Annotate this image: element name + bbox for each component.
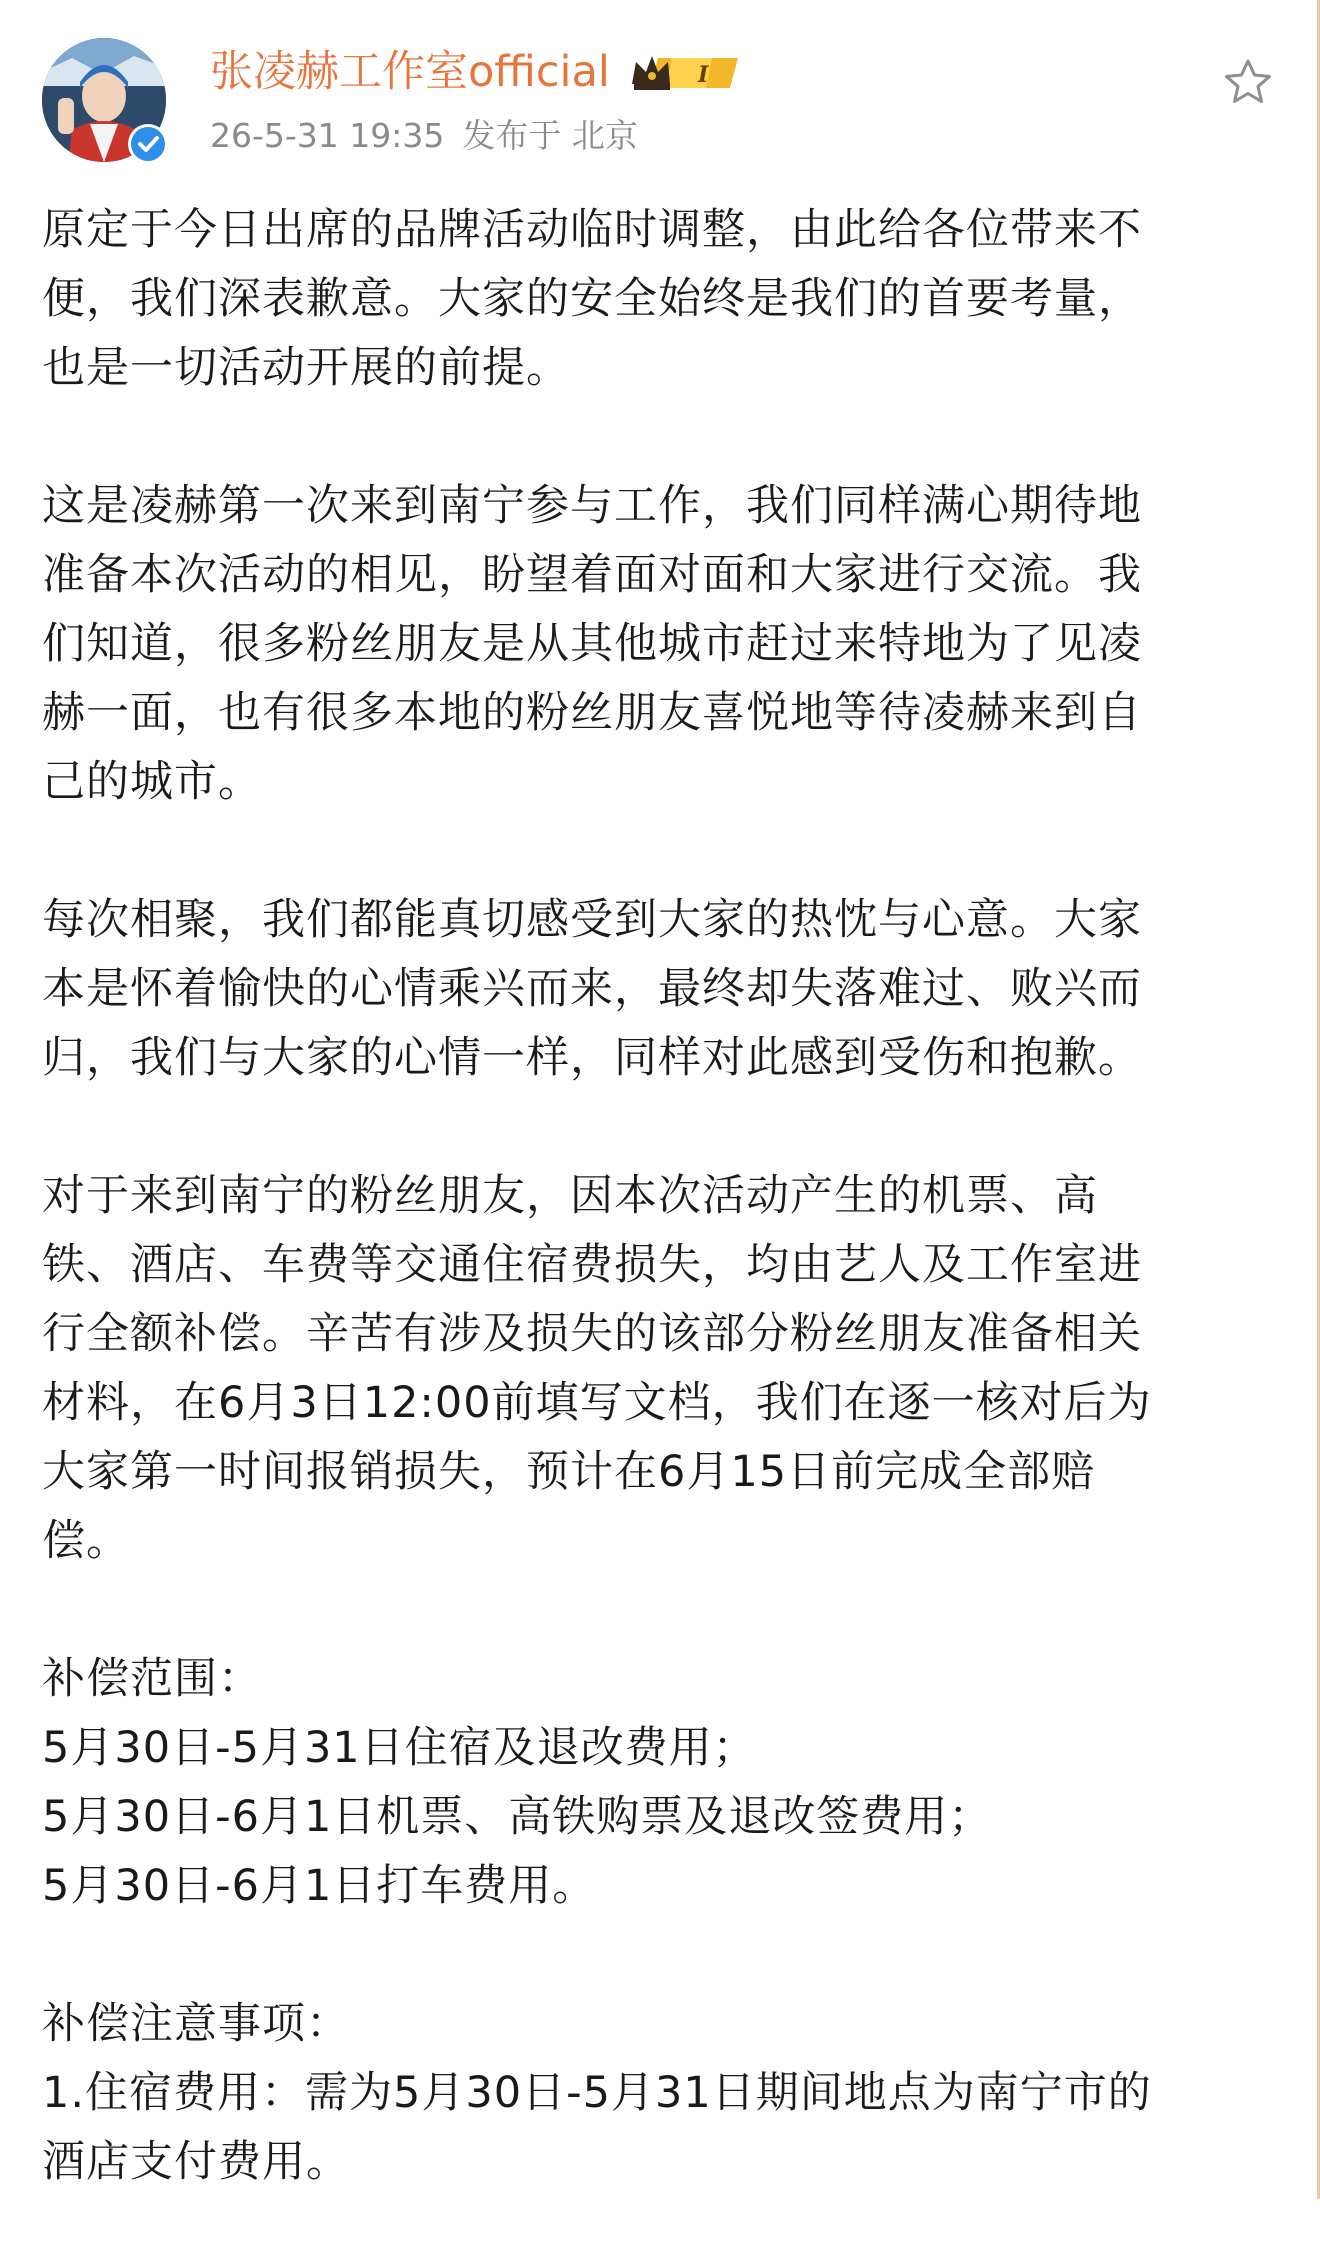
author-name[interactable]: 张凌赫工作室official: [210, 47, 610, 97]
list-item: 酒店支付费用。: [42, 2137, 350, 2187]
body-line: 对于来到南宁的粉丝朋友，因本次活动产生的机票、高: [42, 1171, 1098, 1221]
post-header: [0, 0, 1320, 170]
member-crown-badge-icon[interactable]: [628, 48, 746, 96]
section-heading: 补偿范围：: [42, 1654, 262, 1704]
body-line: 材料，在6月3日12:00前填写文档，我们在逐一核对后为: [42, 1378, 1152, 1428]
body-line: 准备本次活动的相见，盼望着面对面和大家进行交流。我: [42, 550, 1142, 600]
body-line: 便，我们深表歉意。大家的安全始终是我们的首要考量，: [42, 274, 1142, 324]
body-line: 行全额补偿。辛苦有涉及损失的该部分粉丝朋友准备相关: [42, 1309, 1142, 1359]
list-item: 1.住宿费用：需为5月30日-5月31日期间地点为南宁市的: [42, 2068, 1152, 2118]
post-location: 发布于 北京: [462, 116, 638, 155]
post-body: [42, 196, 1282, 2266]
post-timestamp: 26-5-31 19:35: [210, 116, 445, 155]
section-heading: 补偿注意事项：: [42, 1999, 350, 2049]
body-line: 己的城市。: [42, 757, 262, 807]
body-line: 这是凌赫第一次来到南宁参与工作，我们同样满心期待地: [42, 481, 1142, 531]
verified-check-icon: [128, 124, 168, 164]
paragraph-compensation: [42, 1162, 1282, 1576]
body-line: 赫一面，也有很多本地的粉丝朋友喜悦地等待凌赫来到自: [42, 688, 1142, 738]
body-line: 归，我们与大家的心情一样，同样对此感到受伤和抱歉。: [42, 1033, 1142, 1083]
paragraph-feelings: [42, 886, 1282, 1093]
badge-level: I: [698, 62, 709, 88]
paragraph-compensation-scope: [42, 1645, 1282, 1921]
paragraph-compensation-notes: [42, 1990, 1282, 2197]
body-line: 铁、酒店、车费等交通住宿费损失，均由艺人及工作室进: [42, 1240, 1142, 1290]
body-line: 大家第一时间报销损失，预计在6月15日前完成全部赔: [42, 1447, 1096, 1497]
list-item: 5月30日-6月1日机票、高铁购票及退改签费用；: [42, 1792, 993, 1842]
list-item: 5月30日-6月1日打车费用。: [42, 1861, 597, 1911]
list-item: 5月30日-5月31日住宿及退改费用；: [42, 1723, 757, 1773]
paragraph-apology: [42, 196, 1282, 403]
star-outline-icon[interactable]: [1222, 56, 1274, 108]
body-line: 们知道，很多粉丝朋友是从其他城市赶过来特地为了见凌: [42, 619, 1142, 669]
body-line: 也是一切活动开展的前提。: [42, 343, 570, 393]
post-meta: [210, 114, 656, 158]
body-line: 每次相聚，我们都能真切感受到大家的热忱与心意。大家: [42, 895, 1142, 945]
paragraph-nanning: [42, 472, 1282, 817]
body-line: 原定于今日出席的品牌活动临时调整，由此给各位带来不: [42, 205, 1142, 255]
body-line: 偿。: [42, 1516, 130, 1566]
body-line: 本是怀着愉快的心情乘兴而来，最终却失落难过、败兴而: [42, 964, 1142, 1014]
